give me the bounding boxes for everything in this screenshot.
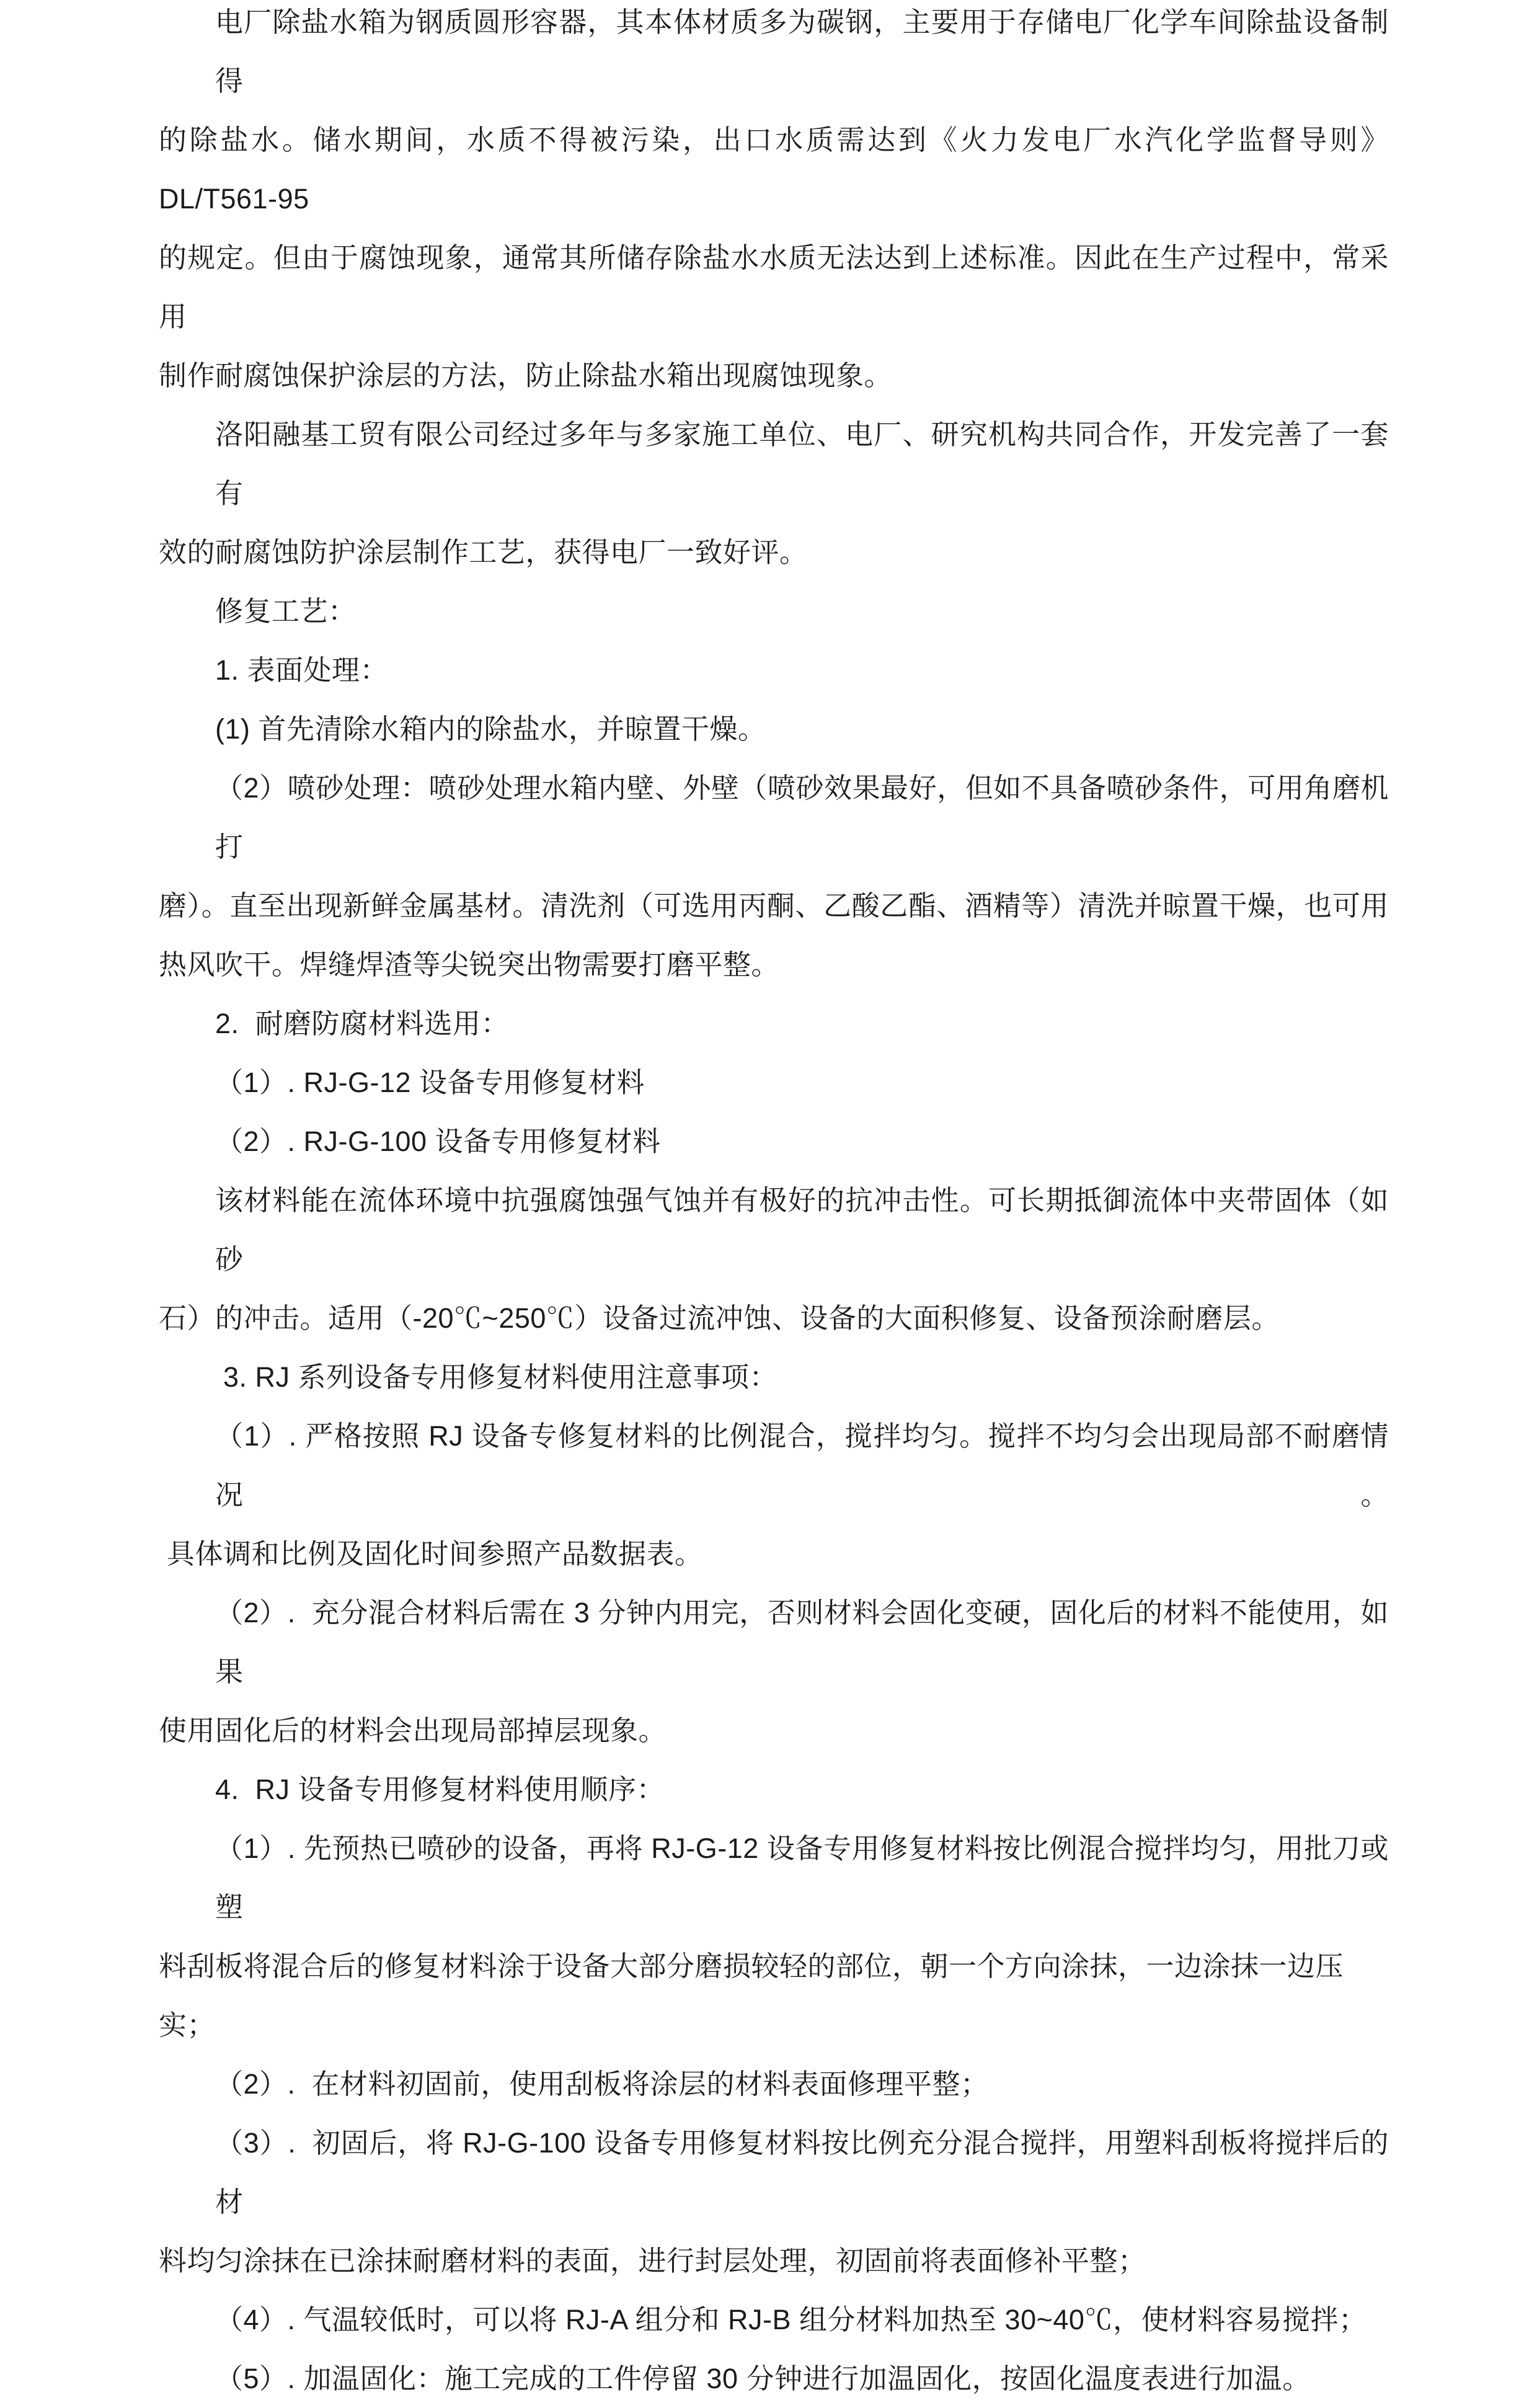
text-line: 制作耐腐蚀保护涂层的方法，防止除盐水箱出现腐蚀现象。 [159,360,893,391]
text-line: (1) 首先清除水箱内的除盐水，并晾置干燥。 [215,713,766,745]
text-line: 料刮板将混合后的修复材料涂于设备大部分磨损较轻的部位，朝一个方向涂抹，一边涂抹一边压实； [159,1950,1344,2041]
document-body [159,0,1389,2408]
text-line: 料均匀涂抹在已涂抹耐磨材料的表面，进行封层处理，初固前将表面修补平整； [159,2245,1146,2277]
text-line: （3）. 初固后，将 RJ-G-100 设备专用修复材料按比例充分混合搅拌，用塑料刮板将搅拌后的材 [215,2127,1389,2218]
text-line: 该材料能在流体环境中抗强腐蚀强气蚀并有极好的抗冲击性。可长期抵御流体中夹带固体（如砂 [215,1184,1389,1275]
text-line: （2）. 在材料初固前，使用刮板将涂层的材料表面修理平整； [215,2068,989,2100]
text-line: （1）. RJ-G-12 设备专用修复材料 [215,1067,645,1098]
text-line: 洛阳融基工贸有限公司经过多年与多家施工单位、电厂、研究机构共同合作，开发完善了一套有 [215,419,1389,509]
section-heading-repair-process: 修复工艺： [215,595,357,627]
text-line: （1）. 先预热已喷砂的设备，再将 RJ-G-12 设备专用修复材料按比例混合搅拌均匀，用批刀或塑 [215,1833,1389,1923]
text-line: 的规定。但由于腐蚀现象，通常其所储存除盐水水质无法达到上述标准。因此在生产过程中，常采用 [159,242,1389,332]
text-line: 热风吹干。焊缝焊渣等尖锐突出物需要打磨平整。 [159,949,780,980]
text-line: 使用固化后的材料会出现局部掉层现象。 [159,1715,667,1746]
text-line: 效的耐腐蚀防护涂层制作工艺，获得电厂一致好评。 [159,536,808,568]
text-line: 的除盐水。储水期间，水质不得被污染，出口水质需达到《火力发电厂水汽化学监督导则》DL/T561-95 [159,124,1389,215]
text-line: 石）的冲击。适用（-20℃~250℃）设备过流冲蚀、设备的大面积修复、设备预涂耐磨层。 [159,1302,1280,1334]
section-heading-2: 2. 耐磨防腐材料选用： [215,1008,510,1039]
section-heading-3: 3. RJ 系列设备专用修复材料使用注意事项： [215,1361,778,1393]
text-line: 电厂除盐水箱为钢质圆形容器，其本体材质多为碳钢，主要用于存储电厂化学车间除盐设备制得 [215,6,1389,97]
section-heading-1: 1. 表面处理： [215,654,389,686]
text-line: （1）. 严格按照 RJ 设备专修复材料的比例混合，搅拌均匀。搅拌不均匀会出现局部不耐磨情况。 [215,1420,1389,1511]
text-line: 磨）。直至出现新鲜金属基材。清洗剂（可选用丙酮、乙酸乙酯、酒精等）清洗并晾置干燥，也可用 [159,890,1389,922]
text-line: （5）. 加温固化：施工完成的工件停留 30 分钟进行加温固化，按固化温度表进行加温。 [215,2363,1311,2394]
section-heading-4: 4. RJ 设备专用修复材料使用顺序： [215,1774,665,1805]
text-line: 具体调和比例及固化时间参照产品数据表。 [159,1538,703,1570]
text-line: （2）喷砂处理：喷砂处理水箱内壁、外壁（喷砂效果最好，但如不具备喷砂条件，可用角磨机打 [215,772,1389,863]
text-line: （4）. 气温较低时，可以将 RJ-A 组分和 RJ-B 组分材料加热至 30~40℃，使材料容易搅拌； [215,2304,1367,2335]
text-line: （2）. RJ-G-100 设备专用修复材料 [215,1126,661,1157]
text-line: （2）. 充分混合材料后需在 3 分钟内用完，否则材料会固化变硬，固化后的材料不能使用，如果 [215,1597,1389,1687]
